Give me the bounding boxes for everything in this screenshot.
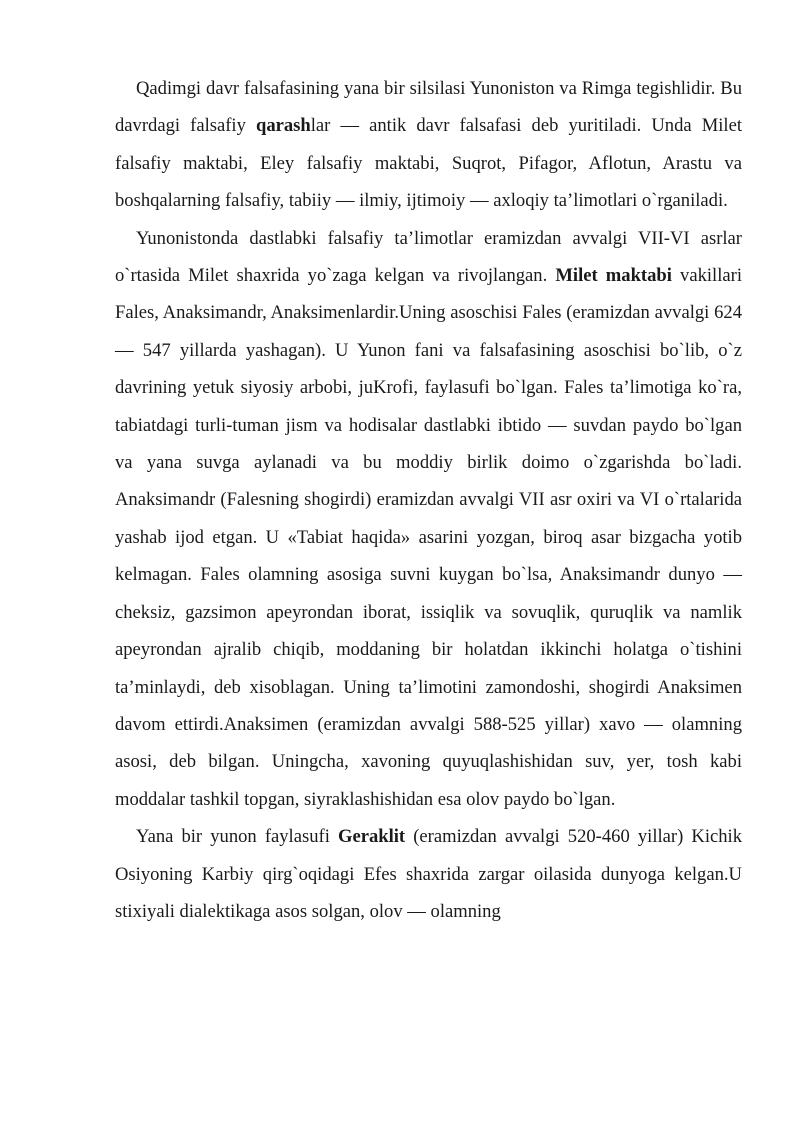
text-run: (eramizdan avvalgi 520-460 yillar) Kichik Osiyoning Karbiy qirg`oqidagi Efes shaxrida zargar oilasida dunyoga kelgan.U stixiyali dialektikaga asos solgan, olov — olamning bbox=[115, 826, 742, 922]
document-body bbox=[115, 70, 742, 930]
text-run: lar — antik davr falsafasi deb yuritiladi. Unda Milet falsafiy maktabi, Eley falsafiy maktabi, Suqrot, Pifagor, Aflotun, Arastu va boshqalarning falsafiy, tabiiy — ilmiy, ijtimoiy — axloqiy ta’limotlari o`rganiladi. bbox=[115, 115, 742, 212]
text-run: vakillari Fales, Anaksimandr, Anaksimenlardir.Uning asoschisi Fales (eramizdan avvalgi 624 — 547 yillarda yashagan). U Yunon fani va falsafasining asoschisi bo`lib, o`z davrining yetuk siyosiy arbobi, juKrofi, faylasufi bo`lgan. Fales ta’limotiga ko`ra, tabiatdagi turli-tuman jism va hodisalar dastlabki ibtido — suvdan paydo bo`lgan va yana suvga aylanadi va bu moddiy birlik doimo o`zgarishda bo`ladi. Anaksimandr (Falesning shogirdi) eramizdan avvalgi VII asr oxiri va VI o`rtalarida yashab ijod etgan. U «Tabiat haqida» asarini yozgan, biroq asar bizgacha yotib kelmagan. Fales olamning asosiga suvni kuygan bo`lsa, Anaksimandr dunyo — cheksiz, gazsimon apeyrondan iborat, issiqlik va sovuqlik, quruqlik va namlik apeyrondan ajralib chiqib, moddaning bir holatdan ikkinchi holatga o`tishini ta’minlaydi, deb xisoblagan. Uning ta’limotini zamondoshi, shogirdi Anaksimen davom ettirdi.Anaksimen (eramizdan avvalgi 588-525 yillar) xavo — olamning asosi, deb bilgan. Uningcha, xavoning quyuqlashishidan suv, yer, tosh kabi moddalar tashkil topgan, siyraklashishidan esa olov paydo bo`lgan. bbox=[115, 265, 742, 810]
bold-term: Milet maktabi bbox=[555, 265, 672, 287]
bold-term: Geraklit bbox=[337, 826, 406, 848]
paragraph bbox=[115, 818, 742, 930]
paragraph bbox=[115, 70, 742, 220]
text-run: Yunonistonda dastlabki falsafiy ta’limotlar eramizdan avvalgi VII-VI asrlar o`rtasida Milet shaxrida yo`zaga kelgan va rivojlangan. bbox=[115, 227, 742, 287]
text-run: Qadimgi davr falsafasining yana bir silsilasi Yunoniston va Rimga tegishlidir. Bu davrdagi falsafiy bbox=[115, 78, 742, 137]
text-run: Yana bir yunon faylasufi bbox=[136, 826, 338, 848]
paragraph bbox=[115, 220, 742, 819]
bold-term: qarash bbox=[255, 115, 311, 137]
